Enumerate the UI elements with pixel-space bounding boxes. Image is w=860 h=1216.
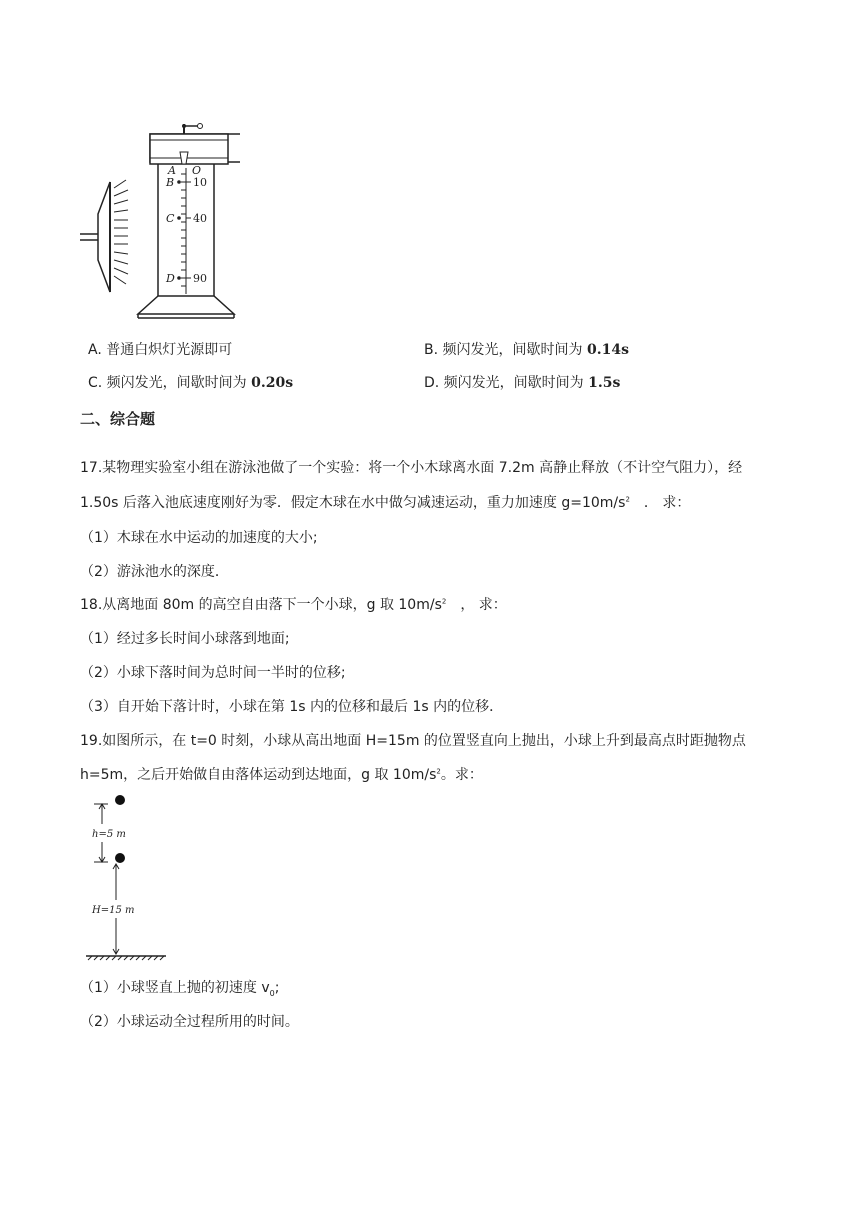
q17-sub1: （1）木球在水中运动的加速度的大小;	[80, 530, 318, 546]
point-c-dot	[177, 216, 181, 220]
q17-line2: 1.50s 后落入池底速度刚好为零．假定木球在水中做匀减速运动，重力加速度 $g=10m/s^2$ ． 求：	[80, 495, 691, 511]
tick-label-10: 10	[193, 176, 207, 189]
q19-sub2: （2）小球运动全过程所用的时间。	[80, 1014, 299, 1030]
label-a: A	[168, 164, 176, 177]
q17-line1: 17.某物理实验室小组在游泳池做了一个实验：将一个小木球离水面 7.2m 高静止释放（不计空气阻力），经	[80, 460, 743, 476]
q18-sub3: （3）自开始下落计时，小球在第 1s 内的位移和最后 1s 内的位移．	[80, 699, 504, 715]
tick-label-90: 90	[193, 272, 207, 285]
label-o: O	[192, 164, 202, 177]
label-d: D	[166, 272, 175, 285]
h-label: h=5 m	[92, 829, 126, 840]
section-title: 二、综合题	[80, 410, 156, 428]
q17-sub2: （2）游泳池水的深度．	[80, 564, 229, 580]
q19-line2: h=5m，之后开始做自由落体运动到达地面，g 取 $10m/s^2$。求：	[80, 767, 483, 783]
H-label: H=15 m	[92, 905, 135, 916]
throw-diagram	[84, 792, 174, 964]
light-rays	[114, 180, 128, 284]
option-d[interactable]: D. 频闪发光，间歇时间为 1.5s	[424, 375, 621, 391]
label-b: B	[166, 176, 175, 189]
ball-top	[115, 795, 125, 805]
q19-line1: 19.如图所示，在 t=0 时刻，小球从高出地面 H=15m 的位置竖直向上抛出，小球上升到最高点时距抛物点	[80, 733, 746, 749]
option-a[interactable]: A. 普通白炽灯光源即可	[88, 342, 233, 358]
q18-line1: 18.从离地面 80m 的高空自由落下一个小球，g 取 $10m/s^2$ ， 求：	[80, 597, 507, 613]
option-c[interactable]: C. 频闪发光，间歇时间为 0.20s	[88, 375, 294, 391]
tick-label-40: 40	[193, 212, 207, 225]
ball-launch	[115, 853, 125, 863]
apparatus-figure	[80, 118, 240, 324]
q18-sub1: （1）经过多长时间小球落到地面;	[80, 631, 290, 647]
point-b-dot	[177, 180, 181, 184]
label-c: C	[166, 212, 175, 225]
point-d-dot	[177, 276, 181, 280]
q18-sub2: （2）小球下落时间为总时间一半时的位移;	[80, 665, 346, 681]
q19-sub1: （1）小球竖直上抛的初速度 $v_0$;	[80, 980, 280, 998]
clamp-box	[150, 134, 228, 164]
option-b[interactable]: B. 频闪发光，间歇时间为 0.14s	[424, 342, 629, 358]
lamp-icon	[80, 182, 110, 292]
